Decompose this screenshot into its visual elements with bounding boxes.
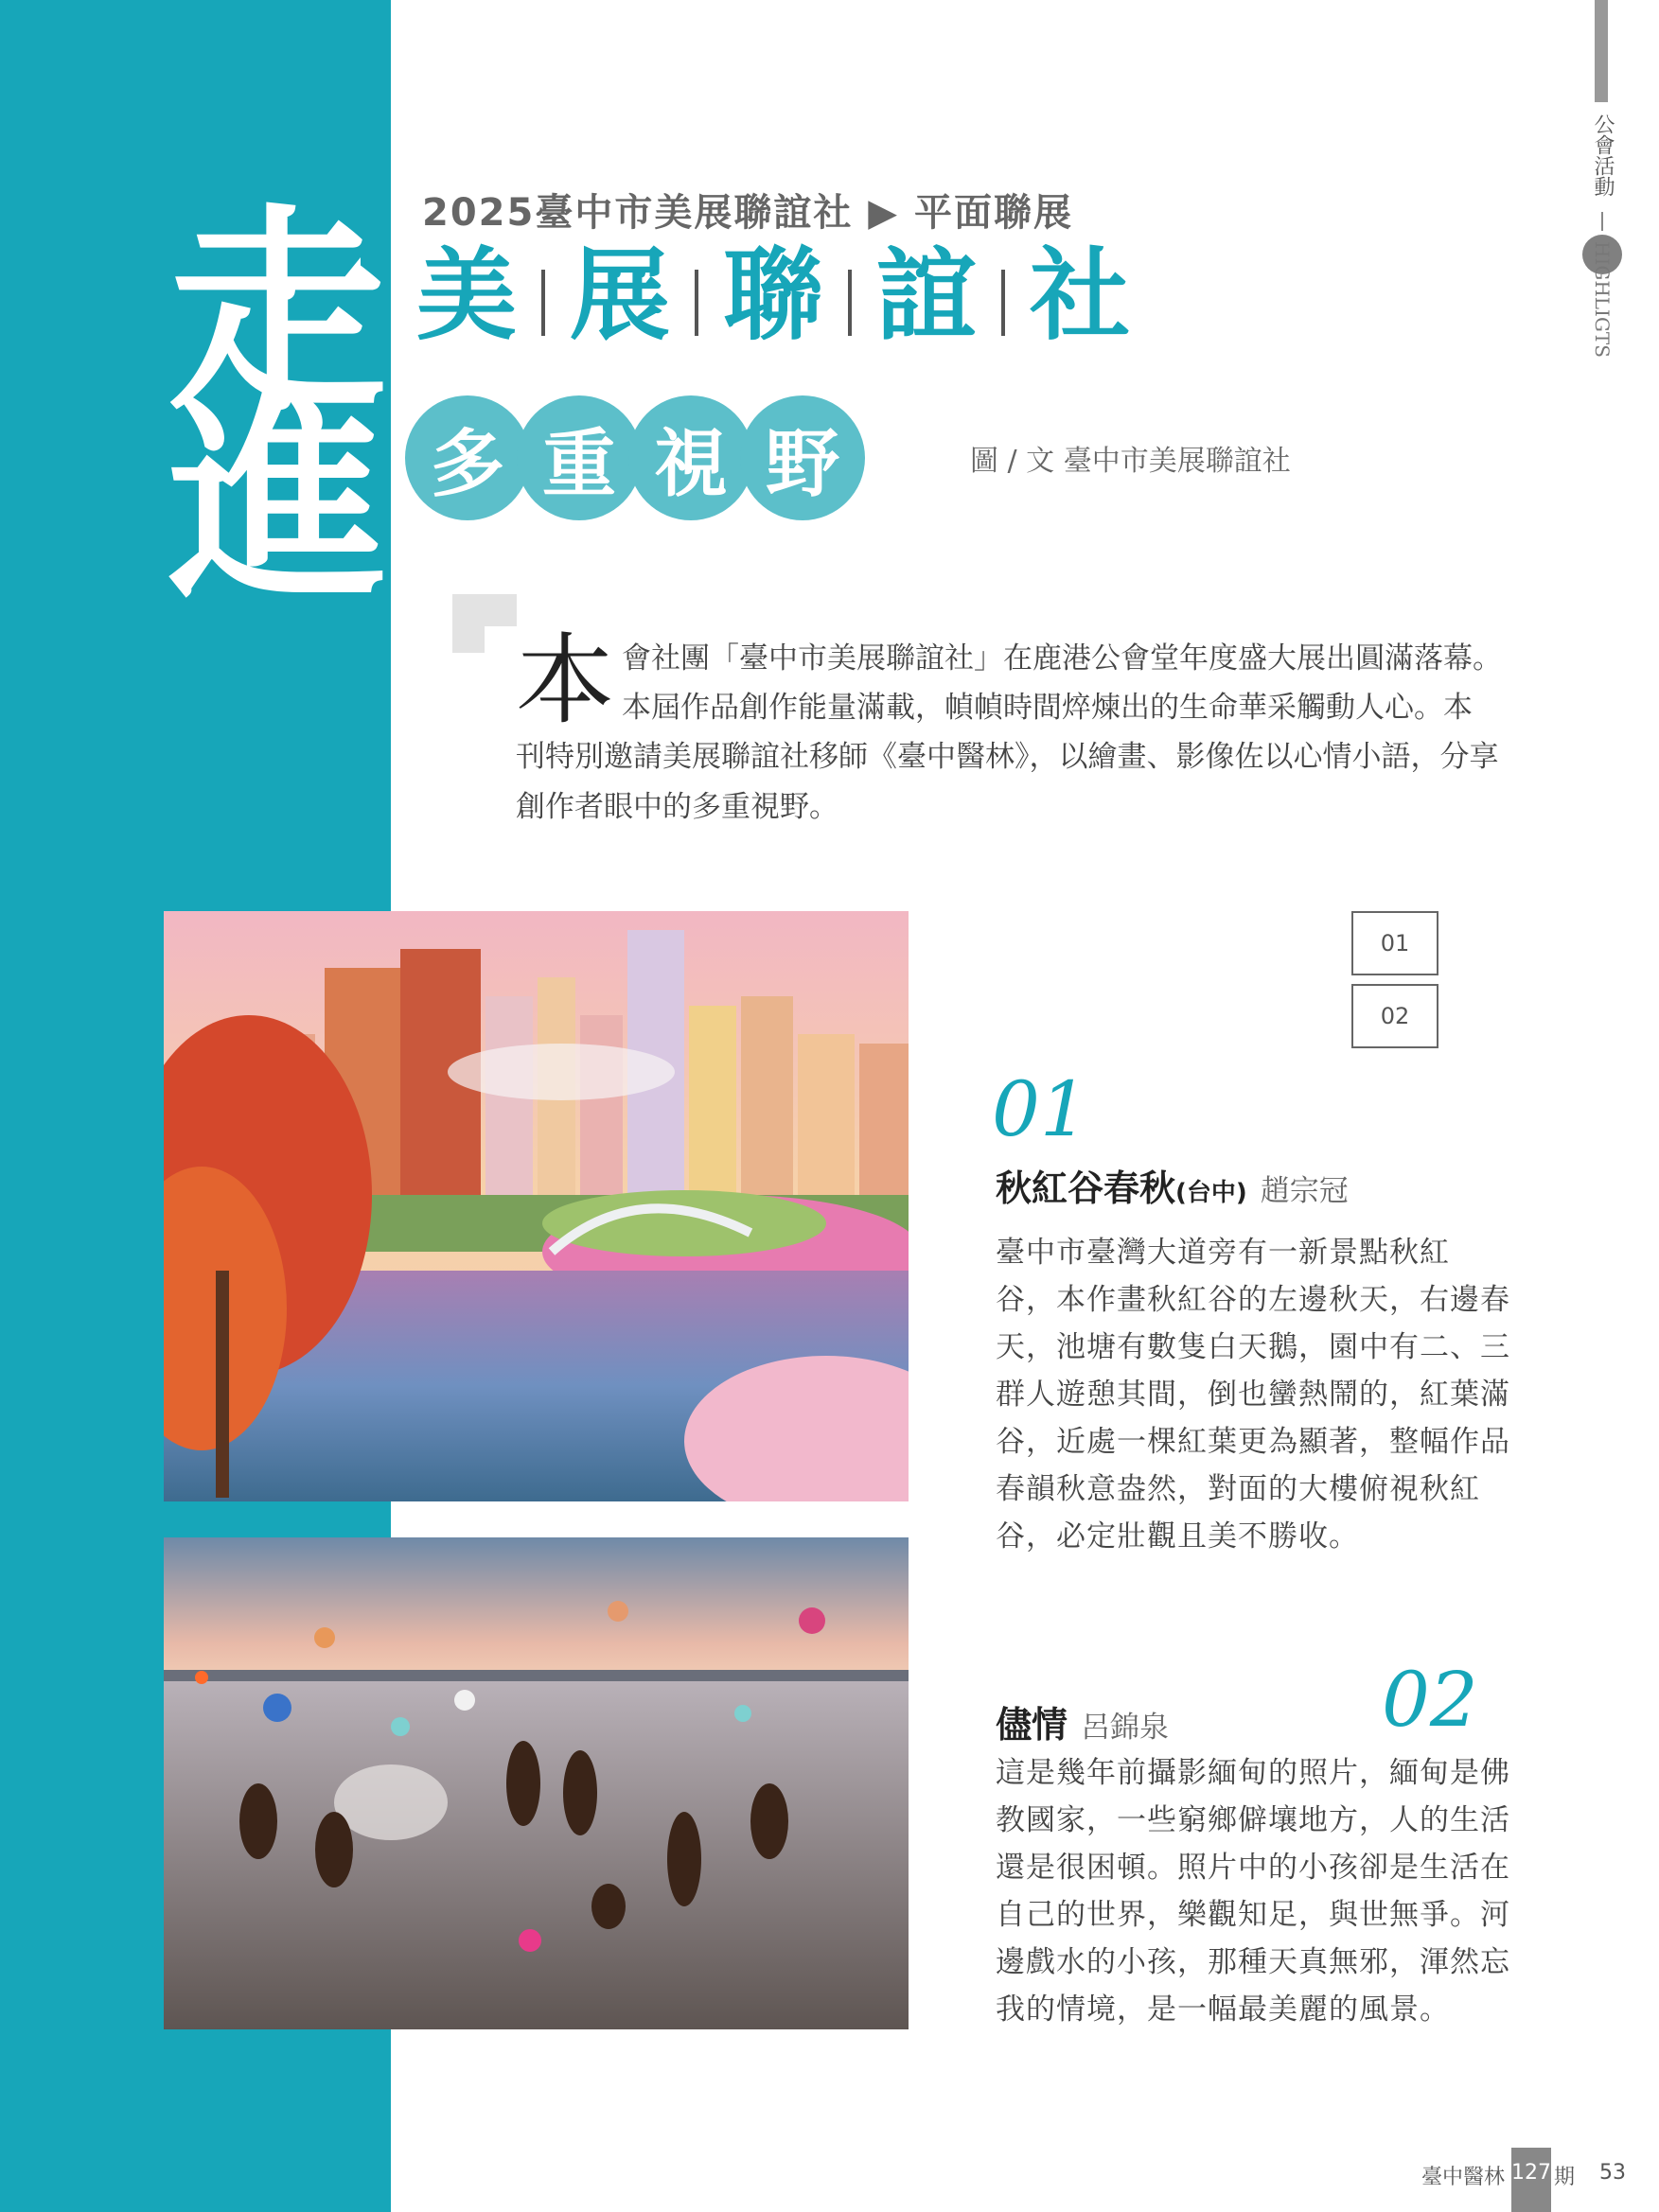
section-tab-english: HIGHLIGTS (1591, 241, 1614, 358)
painting-autumn-valley (164, 911, 909, 1501)
work-number: 01 (992, 1065, 1088, 1153)
big-title-char-jin: 進 (168, 388, 387, 615)
intro-line: 創作者眼中的多重視野。 (516, 790, 838, 824)
work-text-line: 臺中市臺灣大道旁有一新景點秋紅 (996, 1236, 1450, 1270)
intro-dropcap: 本 (516, 623, 615, 738)
title-divider (541, 270, 545, 336)
intro-line: 會社團「臺中市美展聯誼社」在鹿港公會堂年度盛大展出圓滿落幕。 (622, 641, 1502, 676)
footer-issue-number: 127 (1511, 2161, 1551, 2185)
quote-mark (452, 594, 485, 653)
title-divider (1001, 270, 1005, 336)
big-title-char-zou: 走 (168, 199, 387, 426)
title-badge: 野 (740, 395, 865, 520)
work-artist: 趙宗冠 (1260, 1174, 1349, 1208)
title-char: 展 (570, 237, 670, 354)
work-text-line: 我的情境，是一幅最美麗的風景。 (996, 1993, 1450, 2027)
title-badges (405, 395, 852, 520)
work-text-line: 谷，近處一棵紅葉更為顯著，整幅作品 (996, 1425, 1510, 1459)
title-divider (695, 270, 698, 336)
feature-title (416, 235, 1130, 358)
work-text-line: 這是幾年前攝影緬甸的照片，緬甸是佛 (996, 1756, 1510, 1790)
work-title: 儘情 (996, 1704, 1068, 1746)
footer-magazine-name: 臺中醫林 (1421, 2166, 1506, 2189)
quote-mark (485, 594, 517, 626)
page-number: 53 (1599, 2161, 1626, 2185)
intro-line: 刊特別邀請美展聯誼社移師《臺中醫林》，以繪畫、影像佐以心情小語，分享 (516, 740, 1499, 774)
feature-subhead: 2025臺中市美展聯誼社 ▶ 平面聯展 (422, 191, 1073, 235)
title-char: 美 (416, 237, 517, 354)
work-text-line: 自己的世界，樂觀知足，與世無爭。河 (996, 1898, 1510, 1932)
title-badge: 重 (517, 395, 642, 520)
work-text-line: 邊戲水的小孩，那種天真無邪，渾然忘 (996, 1945, 1510, 1979)
photo-index-02: 02 (1351, 984, 1438, 1048)
title-char: 聯 (723, 237, 823, 354)
work-place: (台中) (1175, 1179, 1247, 1207)
title-char: 社 (1030, 237, 1130, 354)
work-text-line: 還是很困頓。照片中的小孩卻是生活在 (996, 1851, 1510, 1885)
footer-issue-suffix: 期 (1554, 2166, 1576, 2189)
work-title: 秋紅谷春秋 (996, 1167, 1176, 1209)
title-divider (848, 270, 852, 336)
work-number: 02 (1382, 1656, 1478, 1744)
work-text-line: 教國家，一些窮鄉僻壤地方，人的生活 (996, 1803, 1510, 1837)
photo-index-01: 01 (1351, 911, 1438, 975)
intro-line: 本屆作品創作能量滿載，幀幀時間焠煉出的生命華采觸動人心。本 (622, 691, 1473, 725)
work-heading (996, 1695, 1169, 1747)
photo-children-river (164, 1537, 909, 2029)
work-text-line: 天，池塘有數隻白天鵝，園中有二、三 (996, 1330, 1510, 1364)
work-text-line: 谷，本作畫秋紅谷的左邊秋天，右邊春 (996, 1283, 1510, 1317)
work-text-line: 春韻秋意盎然，對面的大樓俯視秋紅 (996, 1472, 1480, 1506)
title-badge: 視 (628, 395, 753, 520)
work-text-line: 群人遊憩其間，倒也蠻熱鬧的，紅葉滿 (996, 1378, 1510, 1412)
work-artist: 呂錦泉 (1081, 1711, 1170, 1745)
article-credit: 圖 / 文 臺中市美展聯誼社 (970, 445, 1291, 478)
title-char: 誼 (876, 237, 977, 354)
section-tab-divider (1601, 212, 1603, 231)
title-badge: 多 (405, 395, 530, 520)
work-text-line: 谷，必定壯觀且美不勝收。 (996, 1519, 1359, 1554)
work-heading (996, 1159, 1349, 1211)
section-tab-marker (1595, 0, 1608, 102)
section-tab-label: 公會活動 (1591, 114, 1615, 197)
